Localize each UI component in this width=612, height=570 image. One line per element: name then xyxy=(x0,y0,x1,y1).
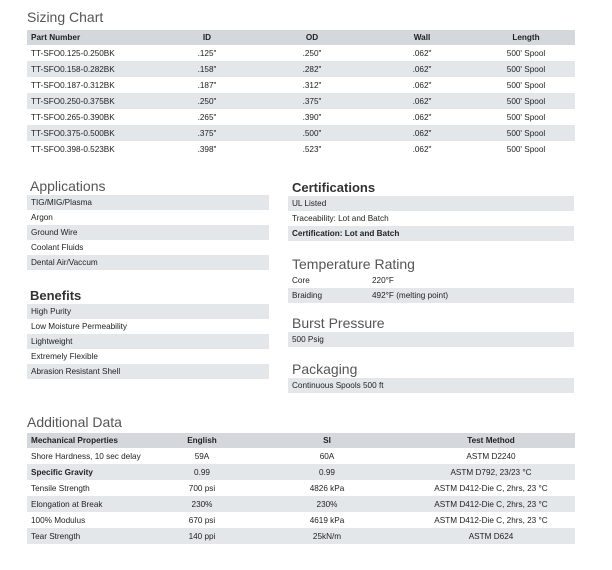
sizing-cell: 500' Spool xyxy=(477,125,575,141)
burst-pressure-title: Burst Pressure xyxy=(292,315,385,331)
additional-row xyxy=(27,448,575,464)
sizing-row xyxy=(27,45,575,61)
certifications-item: UL Listed xyxy=(288,196,574,211)
benefits-title: Benefits xyxy=(30,288,82,303)
certifications-title: Certifications xyxy=(292,180,376,195)
additional-row xyxy=(27,528,575,544)
additional-cell: 0.99 xyxy=(157,464,247,480)
additional-cell: 100% Modulus xyxy=(31,515,86,525)
additional-row xyxy=(27,496,575,512)
additional-cell: Elongation at Break xyxy=(27,496,157,512)
header-si: SI xyxy=(247,433,407,448)
additional-cell: 25kN/m xyxy=(247,528,407,544)
header-wall: Wall xyxy=(367,30,477,45)
additional-cell: ASTM D412-Die C, 2hrs, 23 °C xyxy=(434,483,548,493)
sizing-row xyxy=(27,141,575,157)
burst-pressure-list xyxy=(288,332,574,347)
additional-cell: ASTM D792, 23/23 °C xyxy=(407,464,575,480)
temperature-core-label: Core xyxy=(292,276,310,285)
sizing-header-row xyxy=(27,30,575,45)
sizing-cell: 500' Spool xyxy=(506,80,546,90)
applications-list xyxy=(27,195,269,270)
additional-cell: ASTM D624 xyxy=(407,528,575,544)
sizing-cell: TT-SFO0.158-0.282BK xyxy=(27,61,157,77)
sizing-cell: .523" xyxy=(302,144,322,154)
additional-cell: Specific Gravity xyxy=(27,464,157,480)
applications-item: Argon xyxy=(31,213,53,222)
sizing-cell: TT-SFO0.398-0.523BK xyxy=(31,144,115,154)
additional-cell: 4826 kPa xyxy=(309,483,345,493)
additional-header-row xyxy=(27,433,575,448)
certifications-item: Traceability: Lot and Batch xyxy=(292,214,389,223)
burst-pressure-value: 500 Psig xyxy=(288,332,574,347)
additional-cell: 670 psi xyxy=(188,515,216,525)
additional-cell: Tear Strength xyxy=(27,528,157,544)
applications-item: Dental Air/Vaccum xyxy=(27,255,269,270)
sizing-cell: TT-SFO0.265-0.390BK xyxy=(31,112,115,122)
applications-item: TIG/MIG/Plasma xyxy=(27,195,269,210)
header-length: Length xyxy=(477,30,575,45)
sizing-cell: .250" xyxy=(302,48,322,58)
header-test-method: Test Method xyxy=(407,433,575,448)
additional-cell: Shore Hardness, 10 sec delay xyxy=(31,451,141,461)
sizing-cell: .062" xyxy=(412,144,432,154)
temperature-braiding-row xyxy=(288,288,574,303)
sizing-cell: .250" xyxy=(157,93,257,109)
sizing-cell: .312" xyxy=(302,80,322,90)
sizing-cell: .062" xyxy=(367,125,477,141)
temperature-rating-list xyxy=(288,273,574,303)
sizing-cell: .390" xyxy=(302,112,322,122)
sizing-cell: .398" xyxy=(197,144,217,154)
sizing-row xyxy=(27,77,575,93)
header-id: ID xyxy=(157,30,257,45)
sizing-cell: .375" xyxy=(257,93,367,109)
benefits-item: Extremely Flexible xyxy=(31,352,98,361)
additional-cell: 0.99 xyxy=(247,464,407,480)
benefits-item: Lightweight xyxy=(27,334,269,349)
temperature-core-value: 220°F xyxy=(372,276,394,285)
header-mechanical-properties: Mechanical Properties xyxy=(27,433,157,448)
additional-cell: 140 ppi xyxy=(157,528,247,544)
benefits-item: Low Moisture Permeability xyxy=(31,322,128,331)
sizing-cell: TT-SFO0.125-0.250BK xyxy=(31,48,115,58)
packaging-title: Packaging xyxy=(292,361,358,377)
certifications-item: Certification: Lot and Batch xyxy=(288,226,574,241)
additional-cell: 60A xyxy=(319,451,335,461)
additional-cell: ASTM D412-Die C, 2hrs, 23 °C xyxy=(434,515,548,525)
applications-item: Coolant Fluids xyxy=(31,243,84,252)
additional-cell: Tensile Strength xyxy=(31,483,90,493)
sizing-cell: 500' Spool xyxy=(477,93,575,109)
additional-cell: 59A xyxy=(194,451,210,461)
sizing-cell: .375" xyxy=(157,125,257,141)
sizing-cell: 500' Spool xyxy=(477,61,575,77)
header-english: English xyxy=(157,433,247,448)
additional-cell: 230% xyxy=(157,496,247,512)
packaging-list xyxy=(288,378,574,393)
sizing-cell: .062" xyxy=(367,93,477,109)
applications-item: Ground Wire xyxy=(27,225,269,240)
temperature-core-row xyxy=(288,273,574,288)
additional-row xyxy=(27,480,575,496)
sizing-chart-title: Sizing Chart xyxy=(27,9,104,25)
additional-cell: ASTM D412-Die C, 2hrs, 23 °C xyxy=(407,496,575,512)
sizing-cell: TT-SFO0.375-0.500BK xyxy=(27,125,157,141)
sizing-chart-table xyxy=(27,30,575,157)
sizing-cell: .062" xyxy=(412,80,432,90)
additional-cell: 230% xyxy=(247,496,407,512)
additional-data-title: Additional Data xyxy=(27,414,122,430)
additional-cell: 700 psi xyxy=(188,483,216,493)
sizing-cell: TT-SFO0.250-0.375BK xyxy=(27,93,157,109)
temperature-rating-title: Temperature Rating xyxy=(292,256,415,272)
sizing-cell: .265" xyxy=(197,112,217,122)
temperature-braiding-value: 492°F (melting point) xyxy=(372,291,449,300)
header-od: OD xyxy=(257,30,367,45)
sizing-row xyxy=(27,125,575,141)
sizing-cell: .062" xyxy=(412,48,432,58)
sizing-cell: .062" xyxy=(412,112,432,122)
benefits-item: High Purity xyxy=(27,304,269,319)
packaging-value: Continuous Spools 500 ft xyxy=(288,378,574,393)
additional-row xyxy=(27,512,575,528)
additional-data-table xyxy=(27,433,575,544)
sizing-cell: .500" xyxy=(257,125,367,141)
sizing-row xyxy=(27,93,575,109)
sizing-cell: 500' Spool xyxy=(506,144,546,154)
applications-title: Applications xyxy=(30,178,106,194)
sizing-cell: 500' Spool xyxy=(506,112,546,122)
sizing-cell: .282" xyxy=(257,61,367,77)
sizing-row xyxy=(27,109,575,125)
benefits-item: Abrasion Resistant Shell xyxy=(27,364,269,379)
sizing-cell: .125" xyxy=(197,48,217,58)
benefits-list xyxy=(27,304,269,379)
sizing-cell: .187" xyxy=(197,80,217,90)
temperature-braiding-label: Braiding xyxy=(292,291,323,300)
header-part-number: Part Number xyxy=(27,30,157,45)
additional-cell: ASTM D2240 xyxy=(466,451,516,461)
sizing-row xyxy=(27,61,575,77)
additional-cell: 4619 kPa xyxy=(309,515,345,525)
additional-row xyxy=(27,464,575,480)
sizing-cell: .062" xyxy=(367,61,477,77)
sizing-cell: .158" xyxy=(157,61,257,77)
certifications-list xyxy=(288,196,574,241)
sizing-cell: TT-SFO0.187-0.312BK xyxy=(31,80,115,90)
sizing-cell: 500' Spool xyxy=(506,48,546,58)
